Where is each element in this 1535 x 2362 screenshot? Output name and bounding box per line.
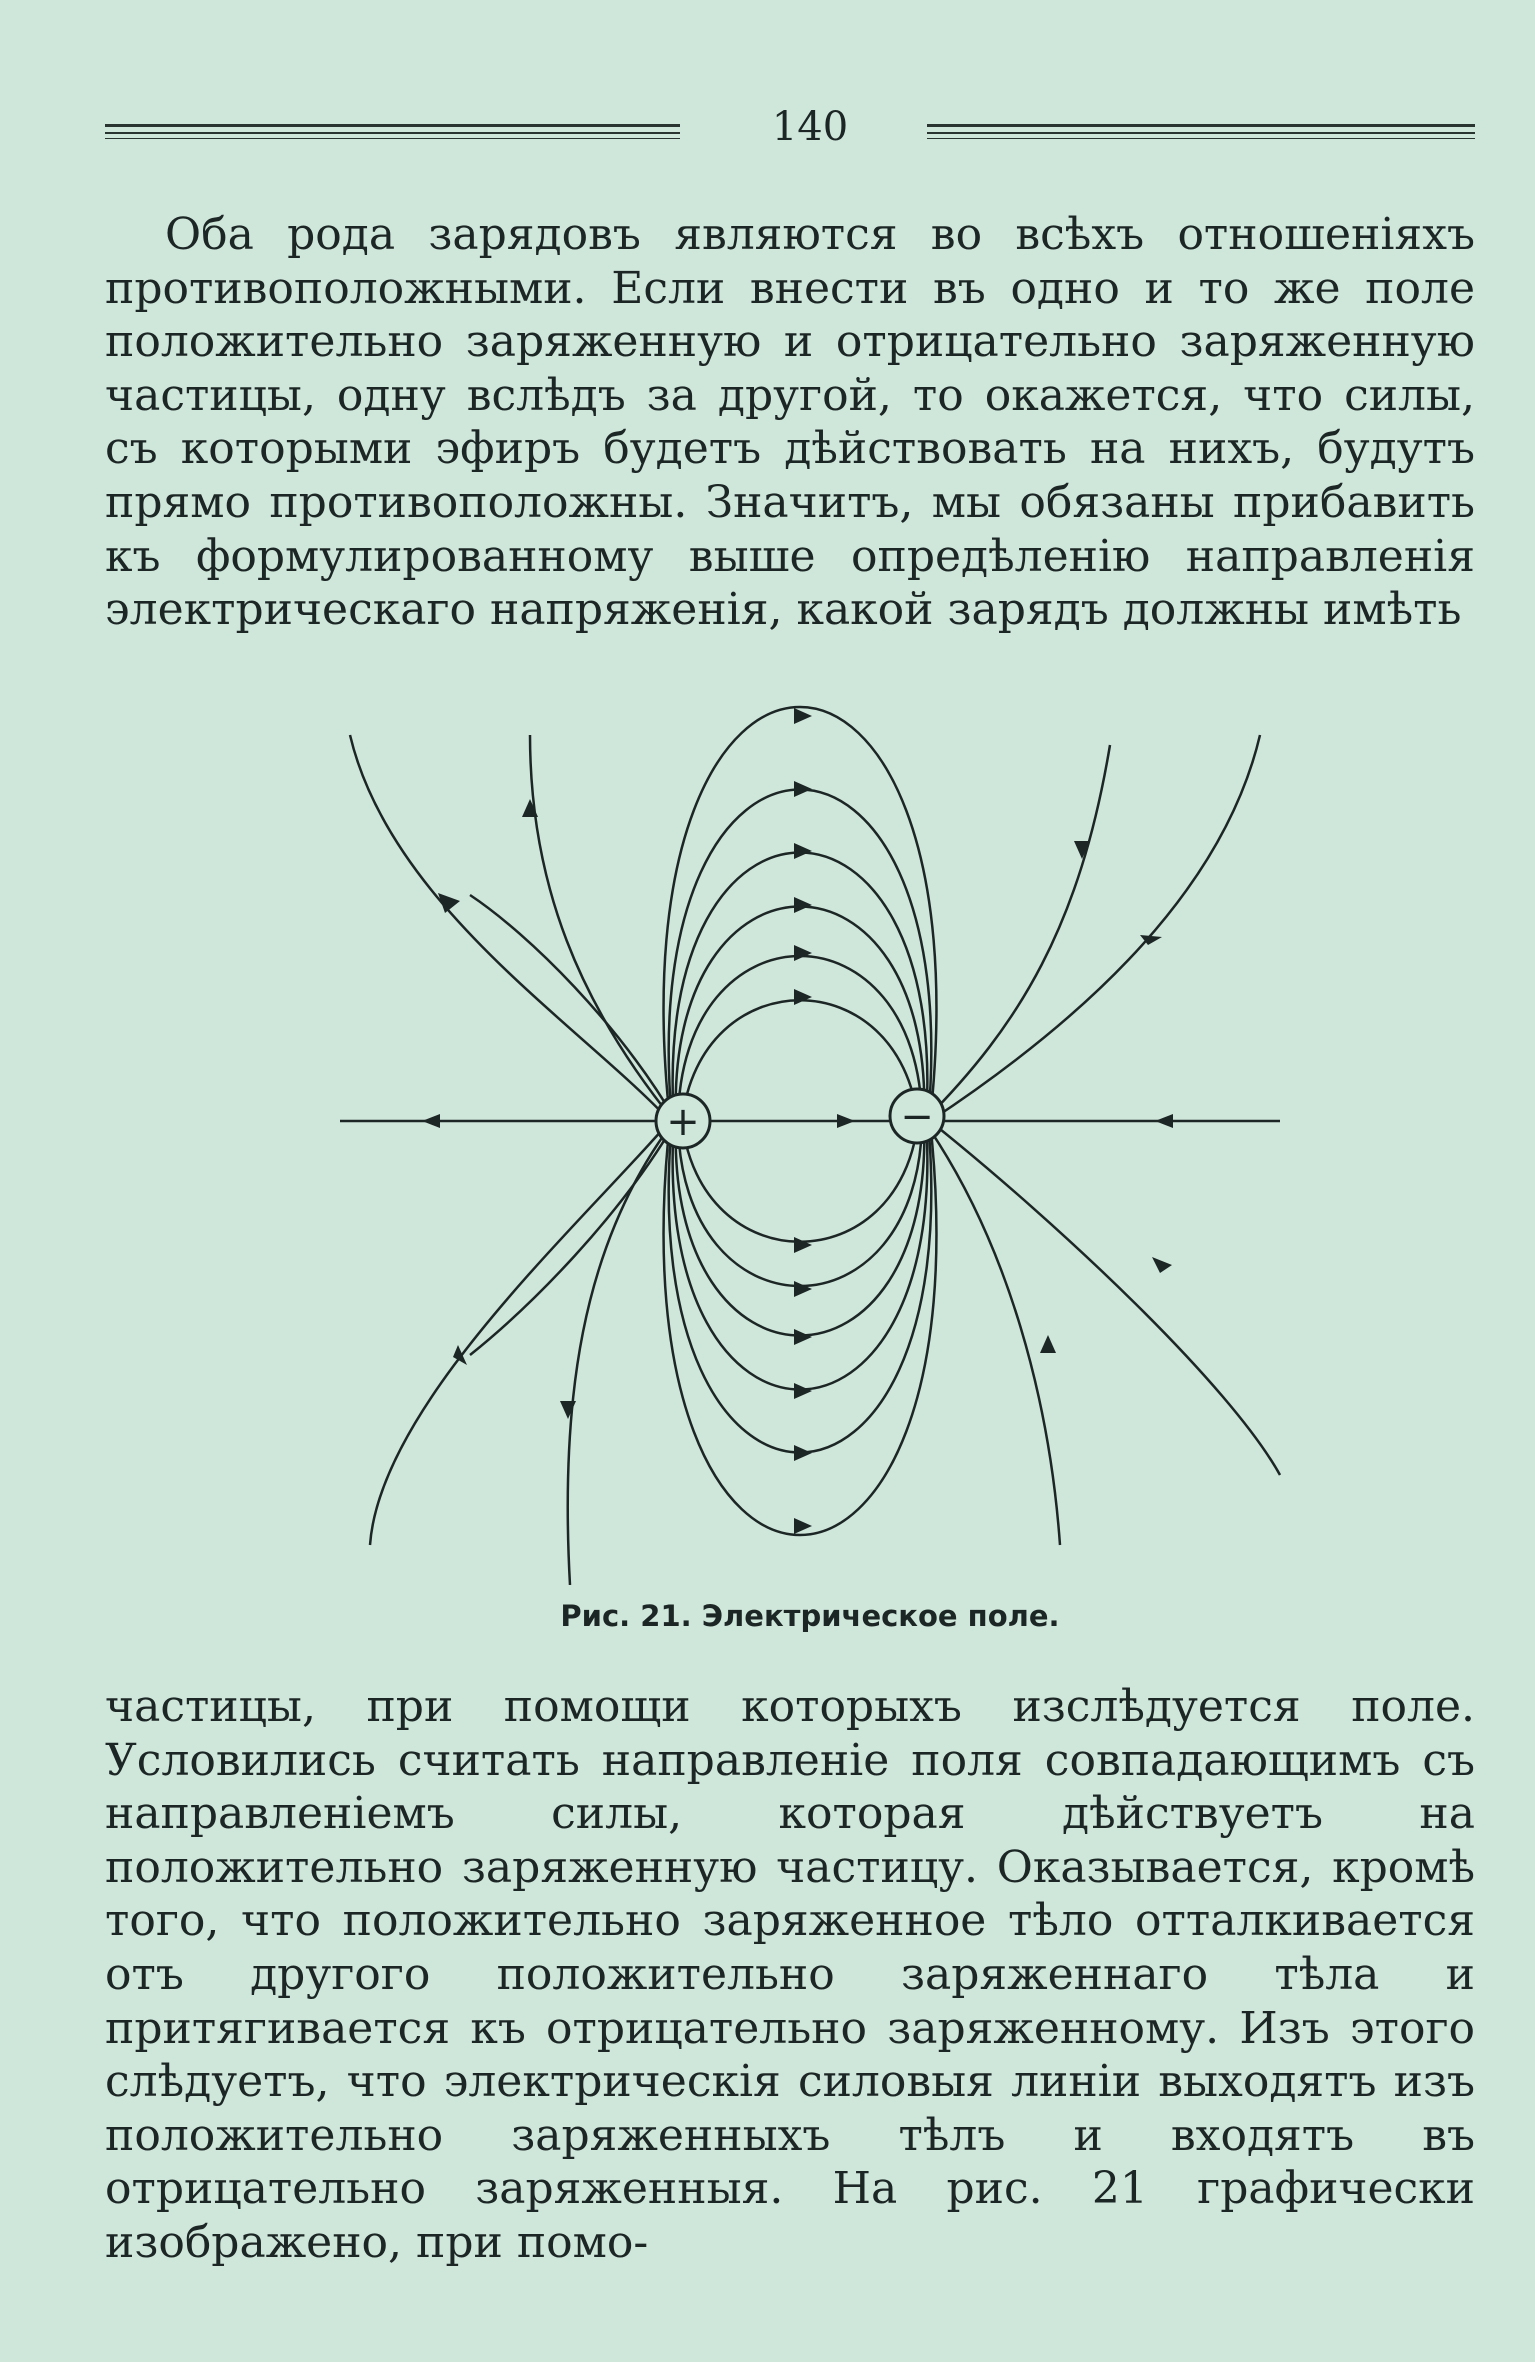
field-arrow: [794, 1237, 812, 1253]
field-line-incoming: [930, 1121, 1280, 1475]
field-line-loop: [664, 1121, 937, 1535]
field-line-loop: [682, 1000, 918, 1121]
page-number: 140: [771, 104, 849, 150]
field-line-incoming: [924, 1121, 1060, 1545]
field-arrow: [794, 897, 812, 913]
field-line-loop: [682, 1121, 918, 1242]
field-line-outgoing: [470, 1121, 676, 1355]
field-arrow: [794, 1445, 812, 1461]
field-arrow: [1155, 1114, 1173, 1128]
paragraph-top: [105, 208, 1475, 637]
field-arrow: [794, 1281, 812, 1297]
field-arrow: [1152, 1257, 1172, 1273]
field-line-outgoing: [470, 895, 676, 1121]
field-arrow: [522, 799, 538, 817]
field-line-loop: [676, 1121, 925, 1336]
electric-field-diagram: [320, 705, 1300, 1585]
field-arrow: [794, 989, 812, 1005]
figure-caption: Рис. 21. Электрическое поле.: [560, 1599, 1060, 1633]
field-arrow: [794, 708, 812, 724]
field-arrow: [837, 1114, 855, 1128]
positive-charge-symbol: +: [666, 1099, 700, 1145]
header-rule-left: [105, 124, 680, 127]
field-arrow: [794, 945, 812, 961]
page-header: [105, 100, 1475, 160]
field-arrow: [794, 1329, 812, 1345]
field-arrow: [794, 1518, 812, 1534]
field-line-loop: [673, 853, 928, 1122]
field-arrow: [1040, 1335, 1056, 1353]
paragraph-top-text: Оба рода зарядовъ являются во всѣхъ отношенiяхъ противоположными. Если внести въ одно и то же поле положительно заряженную и отрицательно заряженную частицы, одну вслѣдъ за другой, то окажется, что силы, съ которыми эфиръ будетъ дѣйствовать на нихъ, будутъ прямо противоположны. Значитъ, мы обязаны прибавить къ формулированному выше опредѣленiю направленiя электрическаго напряженiя, какой зарядъ должны имѣть: [105, 209, 1475, 636]
figure-electric-field: [320, 705, 1300, 1585]
field-arrow: [422, 1114, 440, 1128]
field-line-outgoing: [530, 735, 674, 1121]
field-line-incoming: [930, 735, 1260, 1121]
field-line-loop: [673, 1121, 928, 1390]
negative-charge-symbol: −: [900, 1094, 934, 1140]
field-line-loop: [664, 707, 937, 1121]
field-arrow: [794, 781, 812, 797]
field-arrow: [794, 843, 812, 859]
field-line-loop: [676, 907, 925, 1122]
field-line-outgoing: [350, 735, 670, 1121]
field-line-outgoing: [370, 1121, 670, 1545]
field-line-outgoing: [568, 1121, 674, 1585]
paragraph-bottom: частицы, при помощи которыхъ изслѣдуется поле. Условились считать направленiе поля совпадающимъ съ направленiемъ силы, которая дѣйствуетъ на положительно заряженную частицу. Оказывается, кромѣ того, что положительно заряженное тѣло отталкивается отъ другого положительно заряженнаго тѣла и притягивается къ отрицательно заряженному. Изъ этого слѣдуетъ, что электрическiя силовыя линiи выходятъ изъ положительно заряженныхъ тѣлъ и входятъ въ отрицательно заряженныя. На рис. 21 графически изображено, при помо-: [105, 1681, 1475, 2268]
field-arrow: [560, 1401, 576, 1419]
field-arrow: [794, 1383, 812, 1399]
header-rule-right: [927, 124, 1475, 127]
field-line-incoming: [924, 745, 1110, 1121]
